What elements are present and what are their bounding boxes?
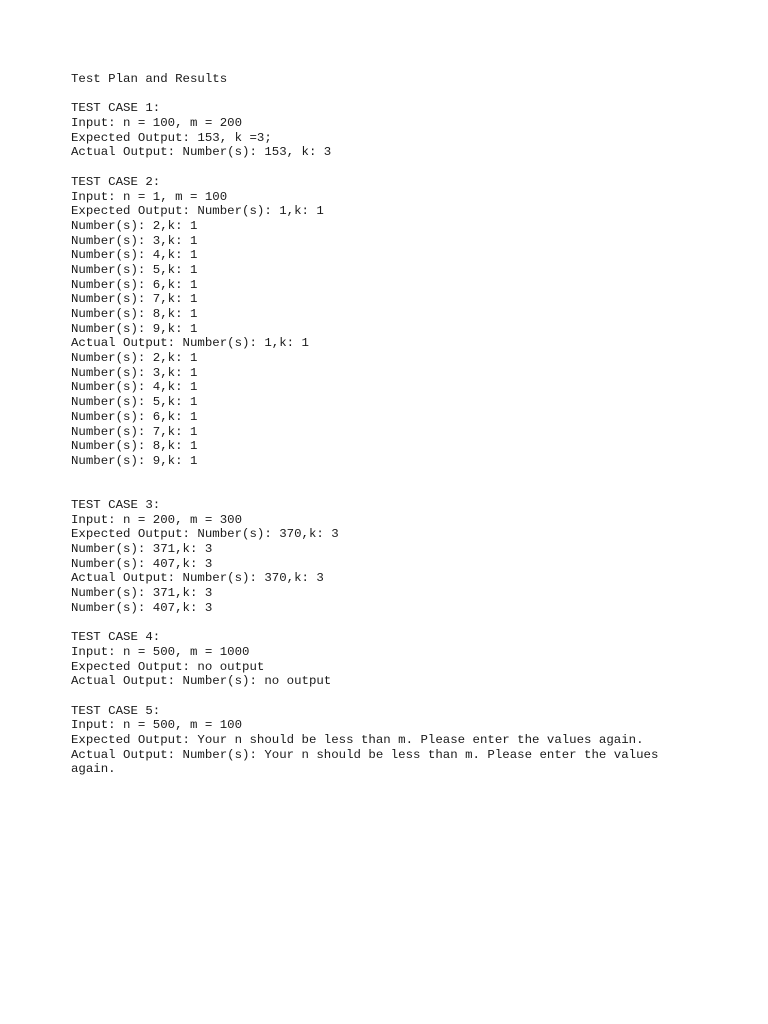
actual-output-line: Number(s): 5,k: 1 bbox=[71, 395, 198, 410]
actual-output: Actual Output: Number(s): Your n should be less than m. Please enter the values again. bbox=[71, 747, 666, 777]
expected-output: Expected Output: Your n should be less than m. Please enter the values again. bbox=[71, 732, 644, 747]
actual-output: Actual Output: Number(s): 370,k: 3 bbox=[71, 571, 324, 586]
actual-output-line: Number(s): 7,k: 1 bbox=[71, 424, 198, 439]
test-case-input: Input: n = 1, m = 100 bbox=[71, 189, 228, 204]
test-cases-container bbox=[71, 101, 681, 777]
expected-output-line: Number(s): 7,k: 1 bbox=[71, 292, 198, 307]
expected-output-line: Number(s): 2,k: 1 bbox=[71, 218, 198, 233]
expected-output-line: Number(s): 407,k: 3 bbox=[71, 556, 213, 571]
expected-output-line: Number(s): 371,k: 3 bbox=[71, 542, 213, 557]
expected-output-line: Number(s): 8,k: 1 bbox=[71, 307, 198, 321]
document-page bbox=[71, 72, 681, 777]
actual-output: Actual Output: Number(s): no output bbox=[71, 674, 332, 689]
actual-output-line: Number(s): 9,k: 1 bbox=[71, 453, 198, 468]
expected-output: Expected Output: no output bbox=[71, 659, 265, 674]
expected-output: Expected Output: 153, k =3; bbox=[71, 130, 272, 145]
expected-output-line: Number(s): 9,k: 1 bbox=[71, 321, 198, 336]
actual-output-line: Number(s): 4,k: 1 bbox=[71, 380, 198, 395]
test-case-3 bbox=[71, 498, 681, 616]
expected-output-line: Number(s): 4,k: 1 bbox=[71, 248, 198, 263]
test-case-heading: TEST CASE 3: bbox=[71, 497, 161, 512]
test-case-input: Input: n = 200, m = 300 bbox=[71, 512, 243, 527]
spacer bbox=[71, 615, 681, 630]
expected-output-line: Number(s): 5,k: 1 bbox=[71, 262, 198, 277]
spacer bbox=[71, 469, 681, 498]
test-case-heading: TEST CASE 2: bbox=[71, 174, 161, 189]
test-case-heading: TEST CASE 1: bbox=[71, 101, 161, 116]
expected-output-line: Number(s): 3,k: 1 bbox=[71, 233, 198, 248]
actual-output-line: Number(s): 6,k: 1 bbox=[71, 409, 198, 424]
expected-output-line: Number(s): 6,k: 1 bbox=[71, 277, 198, 292]
actual-output: Actual Output: Number(s): 153, k: 3 bbox=[71, 145, 332, 160]
actual-output-line: Number(s): 3,k: 1 bbox=[71, 365, 198, 380]
actual-output-line: Number(s): 8,k: 1 bbox=[71, 439, 198, 454]
spacer bbox=[71, 160, 681, 175]
expected-output: Expected Output: Number(s): 370,k: 3 bbox=[71, 527, 339, 542]
test-case-input: Input: n = 500, m = 1000 bbox=[71, 644, 250, 659]
spacer bbox=[71, 689, 681, 704]
test-case-input: Input: n = 500, m = 100 bbox=[71, 718, 243, 733]
test-case-heading: TEST CASE 4: bbox=[71, 630, 161, 645]
test-case-1 bbox=[71, 101, 681, 160]
actual-output-line: Number(s): 407,k: 3 bbox=[71, 600, 213, 615]
document-title: Test Plan and Results bbox=[71, 72, 228, 86]
test-case-input: Input: n = 100, m = 200 bbox=[71, 116, 243, 131]
expected-output: Expected Output: Number(s): 1,k: 1 bbox=[71, 204, 324, 219]
actual-output-line: Number(s): 371,k: 3 bbox=[71, 586, 213, 601]
test-case-heading: TEST CASE 5: bbox=[71, 703, 161, 718]
actual-output: Actual Output: Number(s): 1,k: 1 bbox=[71, 336, 309, 351]
actual-output-line: Number(s): 2,k: 1 bbox=[71, 351, 198, 366]
test-case-2 bbox=[71, 175, 681, 469]
test-case-4 bbox=[71, 630, 681, 689]
test-case-5 bbox=[71, 704, 681, 777]
